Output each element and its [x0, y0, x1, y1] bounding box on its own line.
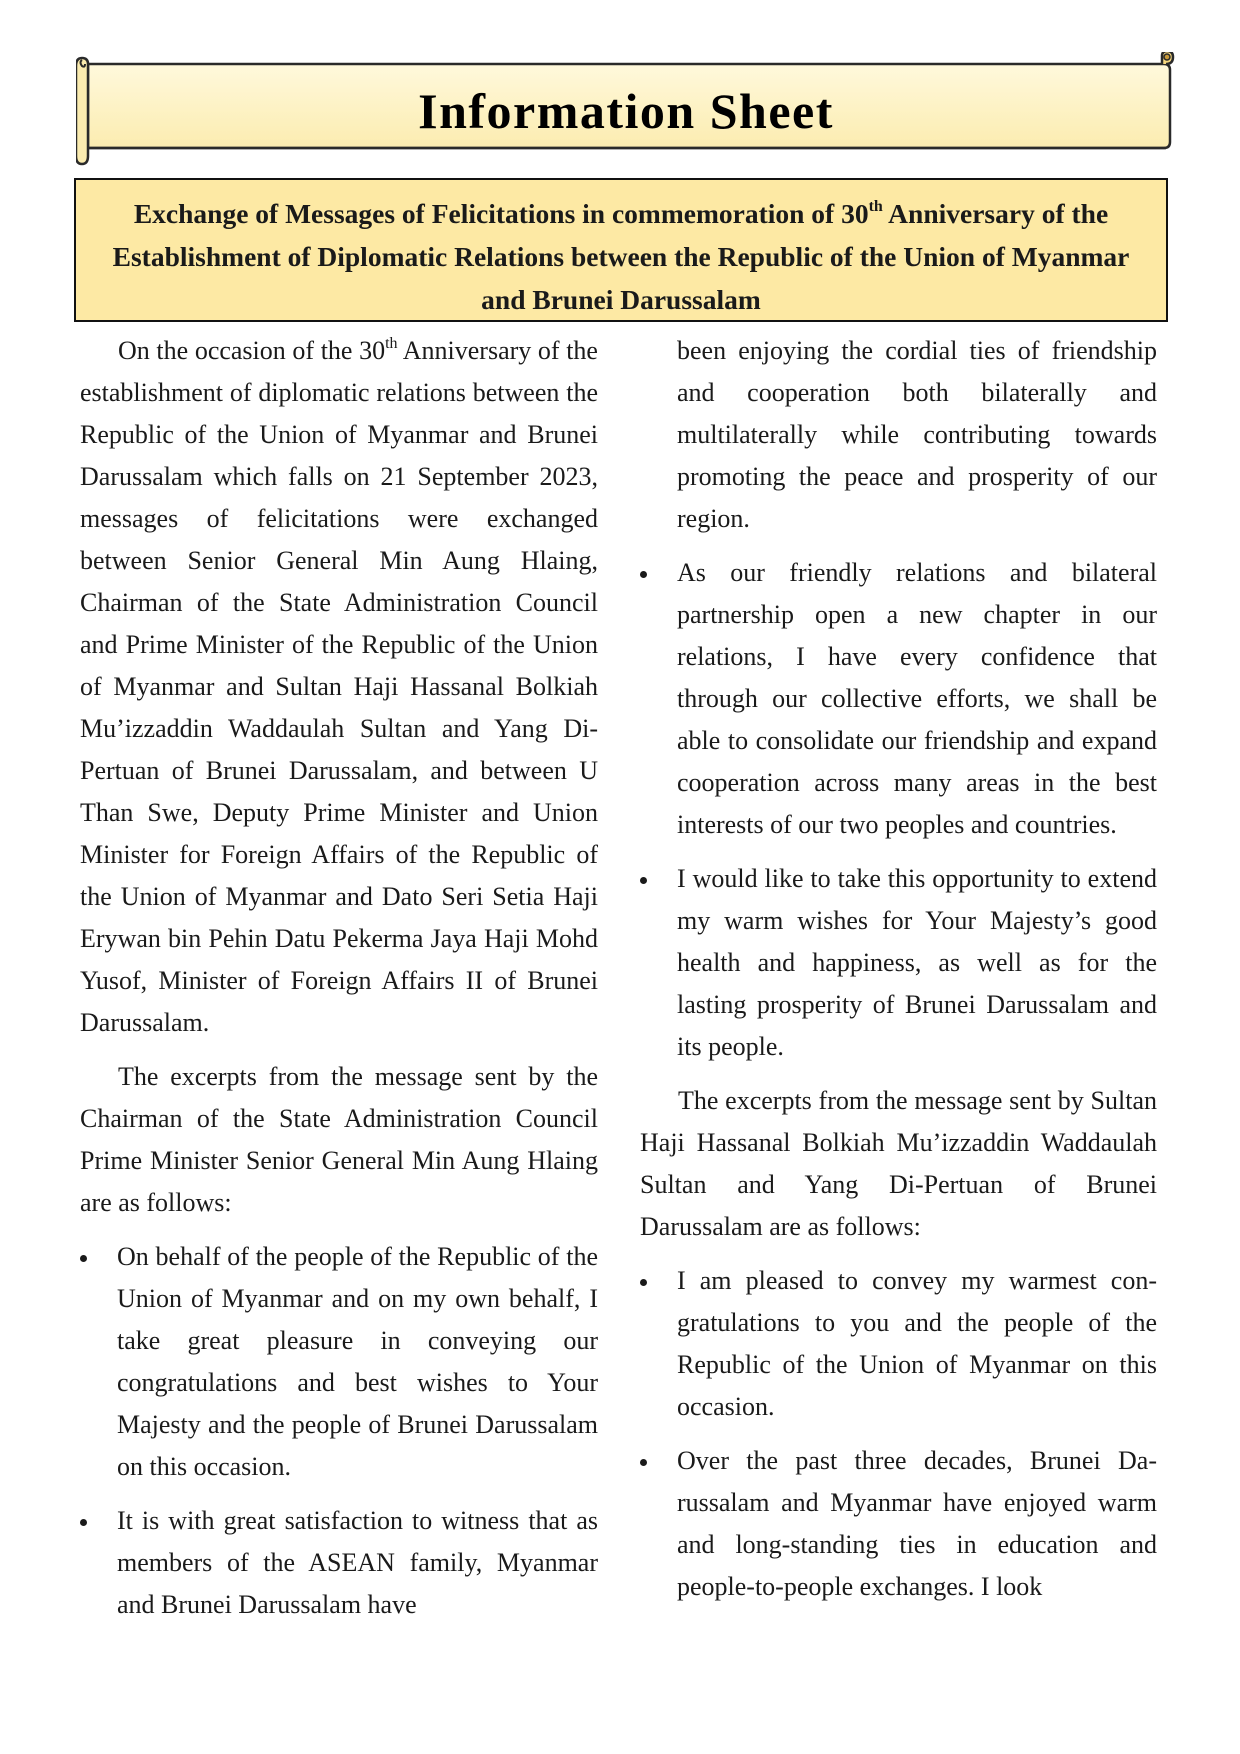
intro-text-start: On the occasion of the 30 [118, 336, 386, 365]
list-item [80, 1236, 598, 1488]
intro-superscript: th [385, 335, 398, 352]
subject-heading-box [74, 178, 1168, 322]
bullet-text: I would like to take this opportunity to extend my warm wishes for Your Majesty’s good health and happiness, as well as for the lasting prosperity of Brunei Darussalam and its people. [677, 864, 1157, 1061]
myanmar-bullet-list [80, 1236, 598, 1626]
right-column [640, 330, 1157, 1620]
page-title: Information Sheet [418, 83, 834, 139]
subject-text-end: Anniversary of the Establishment of Diplomatic Relations between the Republic of the Union of Myanmar and Brunei Darussalam [112, 198, 1130, 315]
bullet-continuation-text: been enjoying the cordial ties of friendship and cooperation both bilaterally and multilaterally while contributing towards promoting the peace and prosperity of our region. [677, 336, 1157, 533]
bullet-text: Over the past three decades, Brunei Darussalam and Myanmar have enjoyed warm and long-standing ties in education and people-to-people exchanges. I look [677, 1446, 1157, 1601]
list-item [640, 1260, 1157, 1428]
bullet-icon [640, 571, 647, 578]
left-column [80, 330, 598, 1638]
brunei-excerpt-intro: The excerpts from the message sent by Sultan Haji Hassanal Bolkiah Mu’izzaddin Waddaulah Sultan and Yang Di-Pertuan of Brunei Darussalam are as follows: [640, 1086, 1157, 1241]
bullet-text: It is with great satisfaction to witness that as members of the ASEAN family, Myanmar and Brunei Darussalam have [117, 1506, 598, 1619]
bullet-icon [80, 1255, 87, 1262]
myanmar-excerpt-intro: The excerpts from the message sent by the Chairman of the State Administration Council Prime Minister Senior General Min Aung Hlaing are as follows: [80, 1062, 598, 1217]
brunei-bullet-list [640, 1260, 1157, 1608]
list-item [640, 858, 1157, 1068]
intro-text-end: Anniversary of the establishment of diplomatic relations between the Republic of the Union of Myanmar and Brunei Darussalam which falls on 21 September 2023, messages of felicitations were exchanged between Senior General Min Aung Hlaing, Chairman of the State Administration Council and Prime Minister of the Republic of the Union of Myanmar and Sultan Haji Hassanal Bolkiah Mu’izzaddin Waddaulah Sultan and Yang Di-Pertuan of Brunei Darussalam, and between U Than Swe, Deputy Prime Minister and Union Minister for Foreign Affairs of the Republic of the Union of Myanmar and Dato Seri Setia Haji Erywan bin Pehin Datu Pekerma Jaya Haji Mohd Yusof, Minister of Foreign Affairs II of Brunei Darussalam. [80, 336, 598, 1037]
bullet-text: On behalf of the people of the Republic of the Union of Myanmar and on my own behalf, I take great pleasure in conveying our congratulations and best wishes to Your Majesty and the people of Brunei Darussalam on this occasion. [117, 1242, 598, 1481]
title-scroll-banner [76, 52, 1176, 168]
bullet-icon [640, 1279, 647, 1286]
intro-paragraph [80, 330, 598, 1044]
bullet-icon [80, 1519, 87, 1526]
subject-text-start: Exchange of Messages of Felicitations in commemoration of 30 [133, 198, 869, 229]
bullet-text: I am pleased to convey my warmest congratulations to you and the people of the Republic of the Union of Myanmar on this occasion. [677, 1266, 1157, 1421]
list-item [80, 1500, 598, 1626]
list-item [640, 552, 1157, 846]
bullet-icon [640, 1459, 647, 1466]
bullet-icon [640, 877, 647, 884]
myanmar-bullet-list-continued [640, 552, 1157, 1068]
subject-superscript: th [868, 198, 883, 215]
bullet-text: As our friendly relations and bilateral partnership open a new chapter in our relations, I have every confidence that through our collective efforts, we shall be able to consolidate our friendship and expand cooperation across many areas in the best interests of our two peoples and countries. [677, 558, 1157, 839]
list-item [640, 1440, 1157, 1608]
